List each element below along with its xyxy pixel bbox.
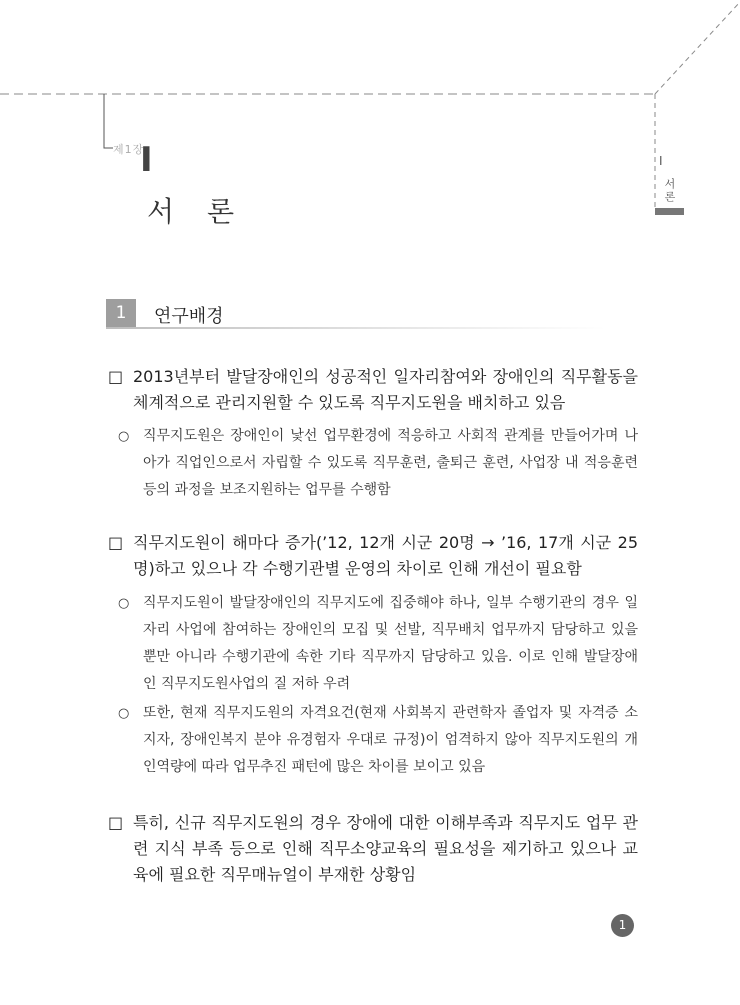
circle-marker: ○ [118,429,130,444]
square-marker: □ [108,813,124,832]
paragraph-text: 직무지도원이 해마다 증가(’12, 12개 시군 20명 → ’16, 17개 시군 25명)하고 있으나 각 수행기관별 운영의 차이로 인해 개선이 필요함 [133,533,638,578]
circle-marker: ○ [118,596,130,611]
square-marker: □ [108,533,124,552]
side-tab-number: I [659,154,663,168]
circle-marker: ○ [118,706,130,721]
bullet-level2 [118,423,638,504]
paragraph-text: 2013년부터 발달장애인의 성공적인 일자리참여와 장애인의 직무활동을 체계적으로 관리지원할 수 있도록 직무지도원을 배치하고 있음 [133,367,638,412]
bullet-level2 [118,590,638,698]
square-marker: □ [108,367,124,386]
side-tab-bar [655,208,684,215]
bullet-level2 [118,700,638,781]
section-title: 연구배경 [154,306,224,327]
bullet-level1 [108,810,638,888]
chapter-title: 서 론 [147,195,246,228]
paragraph-text: 또한, 현재 직무지도원의 자격요건(현재 사회복지 관련학자 졸업자 및 자격증 소지자, 장애인복지 분야 유경험자 우대로 규정)이 엄격하지 않아 직무지도원의 개인역량에 따라 업무추진 패턴에 많은 차이를 보이고 있음 [143,705,638,775]
paragraph-text: 직무지도원은 장애인이 낯선 업무환경에 적응하고 사회적 관계를 만들어가며 나아가 직업인으로서 자립할 수 있도록 직무훈련, 출퇴근 훈련, 사업장 내 적응훈련 등의 과정을 보조지원하는 업무를 수행함 [143,428,638,498]
bullet-level1 [108,364,638,416]
chapter-label: 제1장 [113,143,145,156]
section-underline [106,327,606,329]
page-number: 1 [611,914,634,937]
chapter-number: I [140,140,153,180]
bullet-level1 [108,530,638,582]
side-tab-title: 서론 [663,178,676,204]
paragraph-text: 특히, 신규 직무지도원의 경우 장애에 대한 이해부족과 직무지도 업무 관련 지식 부족 등으로 인해 직무소양교육의 필요성을 제기하고 있으나 교육에 필요한 직무매뉴얼이 부재한 상황임 [133,813,638,884]
paragraph-text: 직무지도원이 발달장애인의 직무지도에 집중해야 하나, 일부 수행기관의 경우 일자리 사업에 참여하는 장애인의 모집 및 선발, 직무배치 업무까지 담당하고 있을 뿐만 아니라 수행기관에 속한 기타 직무까지 담당하고 있음. 이로 인해 발달장애인 직무지도원사업의 질 저하 우려 [143,595,638,692]
section-number-badge: 1 [106,299,136,327]
